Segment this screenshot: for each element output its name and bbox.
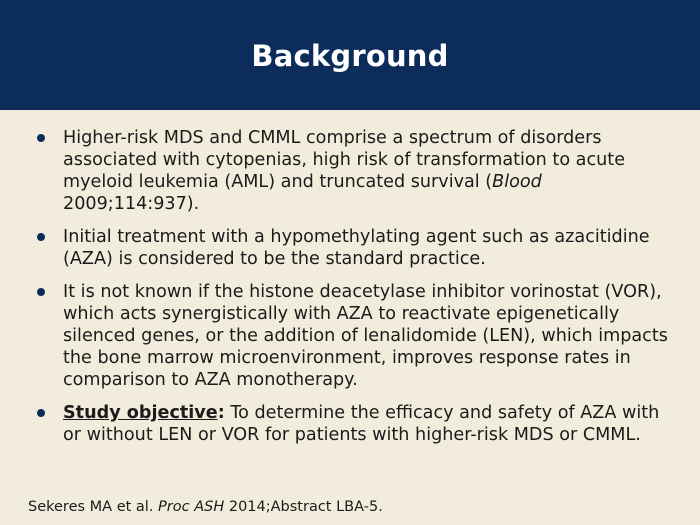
bullet-dot-icon (37, 409, 45, 417)
bullet-text: To determine the efficacy and safety of AZA with or without LEN or VOR for patients with higher-risk MDS or CMML. (63, 403, 660, 445)
citation-authors: Sekeres MA et al. (28, 499, 159, 515)
source-citation (28, 499, 383, 515)
bullet-text: Initial treatment with a hypomethylating agent such as azacitidine (AZA) is considered to be the standard practice. (63, 227, 650, 269)
bullet-item-study-objective (0, 402, 700, 446)
journal-name: Blood (492, 172, 542, 192)
title-banner (0, 0, 700, 110)
bullet-list (0, 127, 700, 457)
citation-source: Proc ASH (158, 499, 225, 515)
study-objective-label: Study objective (63, 403, 218, 423)
citation-detail: 2014;Abstract LBA-5. (224, 499, 383, 515)
bullet-dot-icon (37, 288, 45, 296)
bullet-text: It is not known if the histone deacetylase inhibitor vorinostat (VOR), which acts synergistically with AZA to reactivate epigenetically silenced genes, or the addition of lenalidomide (LEN), which impacts the bone marrow microenvironment, improves response rates in comparison to AZA monotherapy. (63, 282, 668, 390)
bullet-text: Higher-risk MDS and CMML comprise a spectrum of disorders associated with cytopenias, high risk of transformation to acute myeloid leukemia (AML) and truncated survival ( (63, 128, 626, 192)
bullet-item-background (0, 127, 700, 215)
bullet-item-standard-practice (0, 226, 700, 270)
bullet-dot-icon (37, 233, 45, 241)
bullet-dot-icon (37, 134, 45, 142)
bullet-text-end: 2009;114:937). (63, 194, 200, 214)
slide-title: Background (251, 39, 449, 73)
bullet-item-unknown-question (0, 281, 700, 391)
study-objective-colon: : (217, 403, 225, 423)
